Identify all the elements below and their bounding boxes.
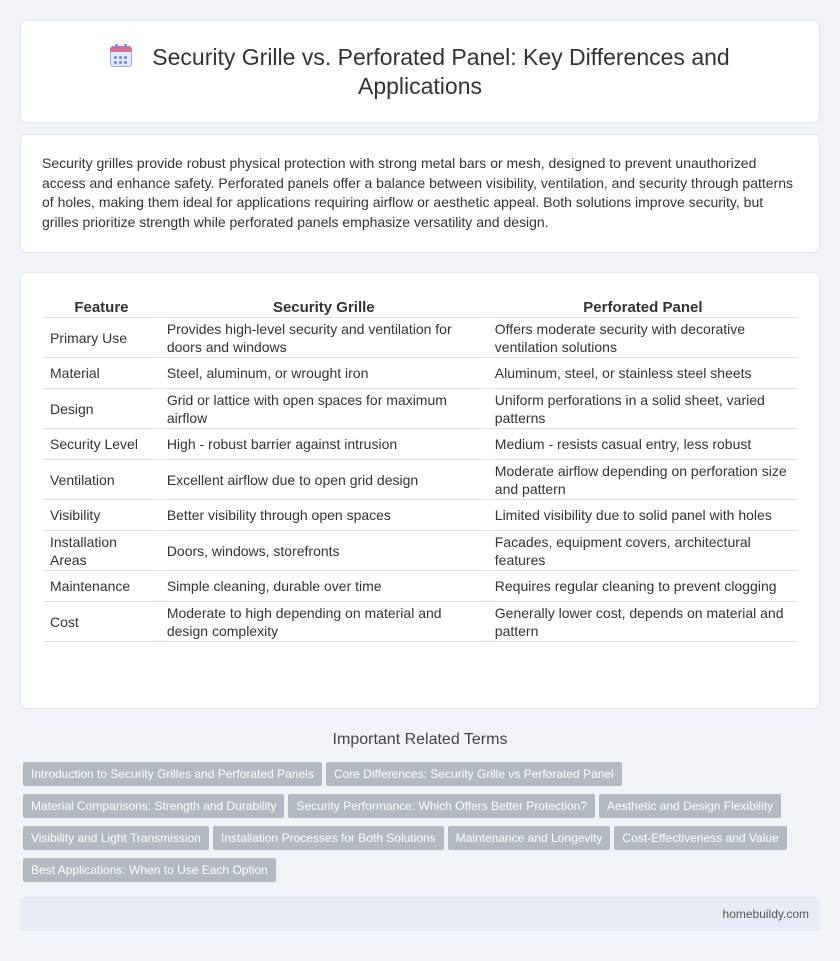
related-terms-heading: Important Related Terms [332, 731, 508, 748]
grille-cell: Doors, windows, storefronts [161, 531, 487, 571]
header-card [20, 20, 820, 123]
page-title-row [21, 43, 819, 101]
table-row [44, 318, 797, 358]
feature-cell: Primary Use [44, 318, 159, 358]
grille-cell: Provides high-level security and ventilation for doors and windows [161, 318, 487, 358]
page-title: Security Grille vs. Perforated Panel: Key Differences and Applications [152, 44, 730, 99]
panel-cell: Uniform perforations in a solid sheet, varied patterns [489, 389, 797, 429]
panel-cell: Offers moderate security with decorative ventilation solutions [489, 318, 797, 358]
feature-cell: Cost [44, 602, 159, 642]
panel-cell: Requires regular cleaning to prevent clogging [489, 571, 797, 602]
grille-cell: Moderate to high depending on material and design complexity [161, 602, 487, 642]
panel-cell: Facades, equipment covers, architectural features [489, 531, 797, 571]
grille-cell: Steel, aluminum, or wrought iron [161, 358, 487, 389]
feature-cell: Installation Areas [44, 531, 159, 571]
related-term-tag[interactable]: Maintenance and Longevity [448, 826, 611, 850]
calendar-icon [110, 44, 132, 68]
related-terms-list [21, 762, 811, 890]
related-term-tag[interactable]: Best Applications: When to Use Each Option [23, 858, 276, 882]
header-security-grille: Security Grille [161, 295, 487, 318]
related-term-tag[interactable]: Visibility and Light Transmission [23, 826, 209, 850]
related-term-tag[interactable]: Security Performance: Which Offers Better Protection? [288, 794, 595, 818]
table-row [44, 460, 797, 500]
related-term-tag[interactable]: Introduction to Security Grilles and Perforated Panels [23, 762, 322, 786]
comparison-table-card [20, 272, 820, 709]
feature-cell: Ventilation [44, 460, 159, 500]
related-term-tag[interactable]: Core Differences: Security Grille vs Perforated Panel [326, 762, 622, 786]
panel-cell: Moderate airflow depending on perforation size and pattern [489, 460, 797, 500]
panel-cell: Limited visibility due to solid panel with holes [489, 500, 797, 531]
panel-cell: Aluminum, steel, or stainless steel sheets [489, 358, 797, 389]
table-row [44, 571, 797, 602]
footer [20, 897, 820, 931]
feature-cell: Security Level [44, 429, 159, 460]
table-row [44, 531, 797, 571]
header-perforated-panel: Perforated Panel [489, 295, 797, 318]
table-header-row [44, 295, 797, 318]
footer-site-link[interactable]: homebuildy.com [722, 907, 809, 921]
related-term-tag[interactable]: Cost-Effectiveness and Value [614, 826, 786, 850]
feature-cell: Maintenance [44, 571, 159, 602]
table-row [44, 602, 797, 642]
feature-cell: Design [44, 389, 159, 429]
intro-paragraph: Security grilles provide robust physical protection with strong metal bars or mesh, designed to prevent unauthorized access and enhance safety. Perforated panels offer a balance between visibility, ventilation, and security through patterns of holes, making them ideal for applications requiring airflow or aesthetic appeal. Both solutions improve security, but grilles prioritize strength while perforated panels emphasize versatility and design. [42, 155, 794, 230]
panel-cell: Generally lower cost, depends on material and pattern [489, 602, 797, 642]
grille-cell: High - robust barrier against intrusion [161, 429, 487, 460]
table-row [44, 429, 797, 460]
related-term-tag[interactable]: Aesthetic and Design Flexibility [599, 794, 781, 818]
intro-card [20, 134, 820, 253]
feature-cell: Visibility [44, 500, 159, 531]
grille-cell: Grid or lattice with open spaces for maximum airflow [161, 389, 487, 429]
panel-cell: Medium - resists casual entry, less robust [489, 429, 797, 460]
table-row [44, 500, 797, 531]
grille-cell: Better visibility through open spaces [161, 500, 487, 531]
grille-cell: Simple cleaning, durable over time [161, 571, 487, 602]
header-feature: Feature [44, 295, 159, 318]
table-row [44, 358, 797, 389]
feature-cell: Material [44, 358, 159, 389]
table-row [44, 389, 797, 429]
related-term-tag[interactable]: Installation Processes for Both Solutions [213, 826, 444, 850]
grille-cell: Excellent airflow due to open grid design [161, 460, 487, 500]
related-term-tag[interactable]: Material Comparisons: Strength and Durability [23, 794, 284, 818]
comparison-table [42, 295, 799, 642]
